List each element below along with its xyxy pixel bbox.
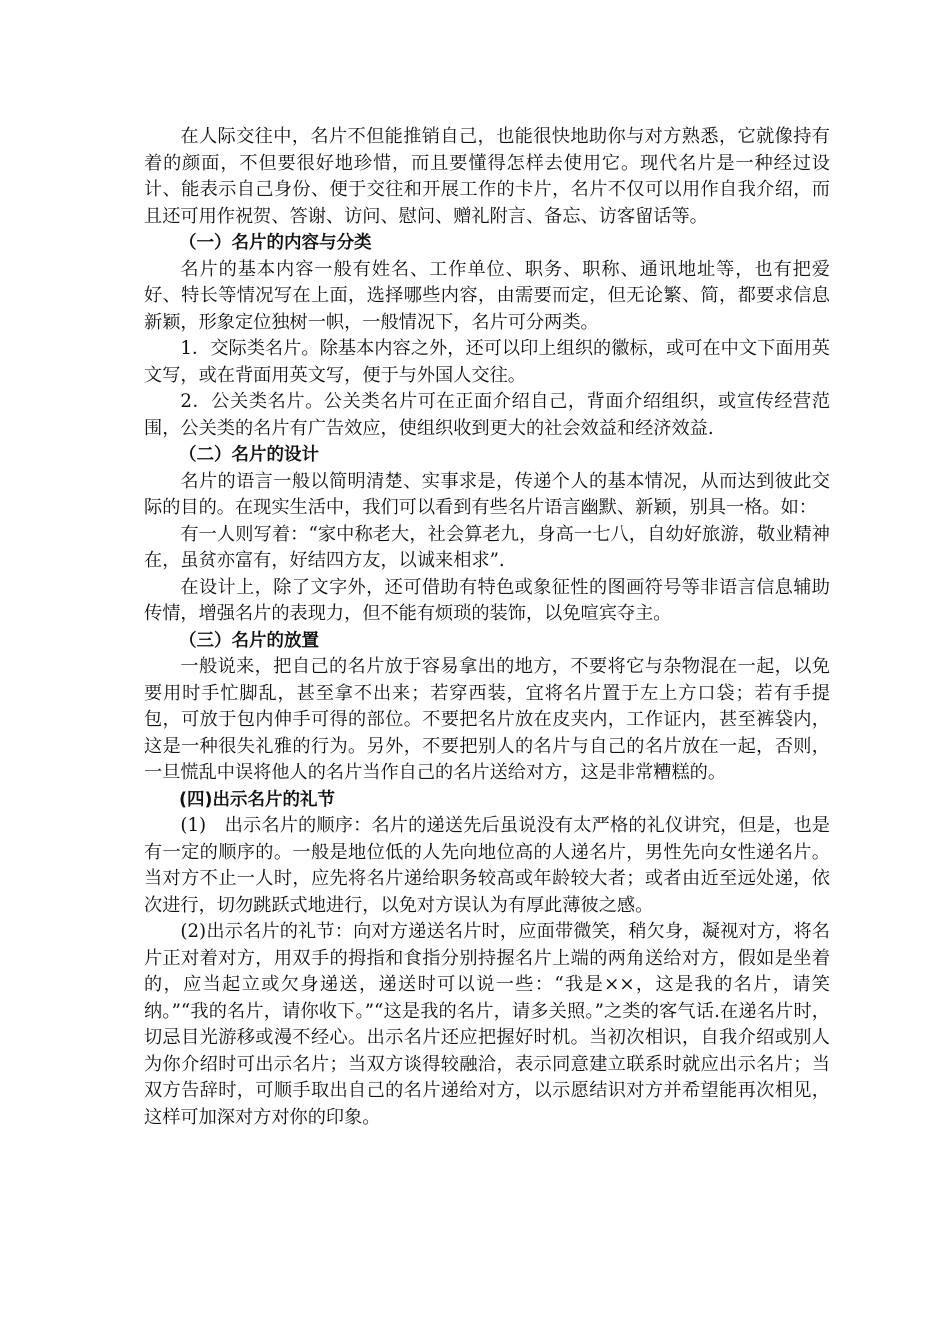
- intro-paragraph: 在人际交往中，名片不但能推销自己，也能很快地助你与对方熟悉，它就像持有着的颜面，不但要很好地珍惜，而且要懂得怎样去使用它。现代名片是一种经过设计、能表示自己身份、便于交往和开展工作的卡片，名片不仅可以用作自我介绍，而且还可用作祝贺、答谢、访问、慰问、赠礼附言、备忘、访客留话等。: [144, 126, 830, 227]
- section-heading-etiquette: (四)出示名片的礼节: [179, 789, 335, 810]
- paragraph-social-card: 1．交际类名片。除基本内容之外，还可以印上组织的徽标，或可在中文下面用英文写，或在背面用英文写，便于与外国人交往。: [144, 338, 830, 386]
- document-page: [144, 124, 830, 1131]
- paragraph-design-example: 有一人则写着：“家中称老大，社会算老九，身高一七八，自幼好旅游，敬业精神在，虽贫亦富有，好结四方友，以诚来相求”.: [144, 523, 830, 571]
- paragraph-etiquette: (2)出示名片的礼节：向对方递送名片时，应面带微笑，稍欠身，凝视对方，将名片正对着对方，用双手的拇指和食指分别持握名片上端的两角送给对方，假如是坐着的，应当起立或欠身递送，递送时可以说一些：“我是××，这是我的名片，请笑纳。”“我的名片，请你收下。”“这是我的名片，请多关照。”之类的客气话.在递名片时，切忌目光游移或漫不经心。出示名片还应把握好时机。当初次相识，自我介绍或别人为你介绍时可出示名片；当双方谈得较融洽，表示同意建立联系时就应出示名片；当双方告辞时，可顺手取出自己的名片递给对方，以示愿结识对方并希望能再次相见，这样可加深对方对你的印象。: [144, 921, 830, 1128]
- paragraph-order: (1) 出示名片的顺序：名片的递送先后虽说没有太严格的礼仪讲究，但是，也是有一定的顺序的。一般是地位低的人先向地位高的人递名片，男性先向女性递名片。当对方不止一人时，应先将名片递给职务较高或年龄较大者；或者由近至远处递，依次进行，切勿跳跃式地进行，以免对方误认为有厚此薄彼之感。: [144, 815, 830, 916]
- paragraph-design-graphics: 在设计上，除了文字外，还可借助有特色或象征性的图画符号等非语言信息辅助传情，增强名片的表现力，但不能有烦琐的装饰，以免喧宾夺主。: [144, 576, 830, 624]
- paragraph-placement: 一般说来，把自己的名片放于容易拿出的地方，不要将它与杂物混在一起，以免要用时手忙脚乱，甚至拿不出来；若穿西装，宜将名片置于左上方口袋；若有手提包，可放于包内伸手可得的部位。不要把名片放在皮夹内，工作证内，甚至裤袋内，这是一种很失礼雅的行为。另外，不要把别人的名片与自己的名片放在一起，否则，一旦慌乱中误将他人的名片当作自己的名片送给对方，这是非常糟糕的。: [144, 656, 830, 783]
- section-heading-placement: （三）名片的放置: [179, 630, 319, 651]
- section-heading-content-classification: （一）名片的内容与分类: [179, 233, 372, 253]
- section-heading-design: （二）名片的设计: [179, 445, 319, 465]
- paragraph-design-language: 名片的语言一般以简明清楚、实事求是，传递个人的基本情况，从而达到彼此交际的目的。在现实生活中，我们可以看到有些名片语言幽默、新颖，别具一格。如：: [144, 470, 830, 518]
- paragraph-basic-content: 名片的基本内容一般有姓名、工作单位、职务、职称、通讯地址等，也有把爱好、特长等情况写在上面，选择哪些内容，由需要而定，但无论繁、简，都要求信息新颖，形象定位独树一帜，一般情况下，名片可分两类。: [144, 258, 830, 333]
- paragraph-pr-card: 2．公关类名片。公关类名片可在正面介绍自己，背面介绍组织，或宣传经营范围，公关类的名片有广告效应，使组织收到更大的社会效益和经济效益.: [144, 391, 830, 439]
